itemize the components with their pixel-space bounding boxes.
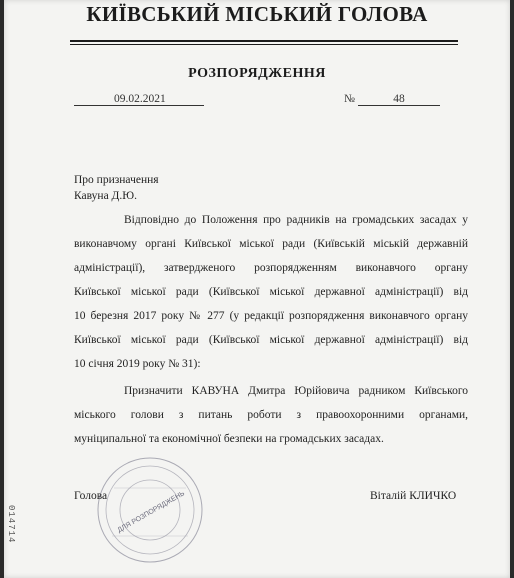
paragraph-line: муніципальної та економічної безпеки на громадських засадах. xyxy=(74,433,384,445)
subject-block xyxy=(74,172,159,204)
paragraph-line: Призначити КАВУНА Дмитра Юрійовича радником Київського xyxy=(124,385,468,397)
paragraph-line: Відповідно до Положення про радників на громадських засадах у xyxy=(124,214,468,226)
subject-line-2: Кавуна Д.Ю. xyxy=(74,190,137,202)
header-rule-thin xyxy=(70,44,458,45)
document-page xyxy=(4,0,510,578)
paragraph-order xyxy=(74,379,468,451)
document-type: РОЗПОРЯДЖЕННЯ xyxy=(188,66,326,81)
official-stamp xyxy=(94,448,204,568)
paragraph-line: Київської міської ради (Київської міської державної адміністрації) від xyxy=(74,334,468,346)
document-date: 09.02.2021 xyxy=(74,93,204,106)
paragraph-line: адміністрації), затвердженого розпорядженням виконавчого органу xyxy=(74,262,468,274)
signatory-title: Голова xyxy=(74,490,108,502)
issuer-title: КИЇВСЬКИЙ МІСЬКИЙ ГОЛОВА xyxy=(86,2,428,26)
paragraph-line: 10 січня 2019 року № 31): xyxy=(74,358,201,370)
paragraph-line: 10 березня 2017 року № 277 (у редакції розпорядження виконавчого органу xyxy=(74,310,468,322)
document-number: 48 xyxy=(358,93,440,106)
paragraph-basis xyxy=(74,208,468,376)
paragraph-line: виконавчому органі Київської міської ради (Київській міській державній xyxy=(74,238,468,250)
header-rule-thick xyxy=(70,40,458,42)
stamp-text: ДЛЯ РОЗПОРЯДЖЕНЬ xyxy=(116,490,186,535)
side-registration-code: 014714 xyxy=(6,505,16,544)
subject-line-1: Про призначення xyxy=(74,174,159,186)
number-sign: № xyxy=(344,93,355,105)
signatory-name: Віталій КЛИЧКО xyxy=(370,490,457,502)
paragraph-line: міського голови з питань роботи з правоохоронними органами, xyxy=(74,409,468,421)
paragraph-line: Київської міської ради (Київської міської державної адміністрації) від xyxy=(74,286,468,298)
